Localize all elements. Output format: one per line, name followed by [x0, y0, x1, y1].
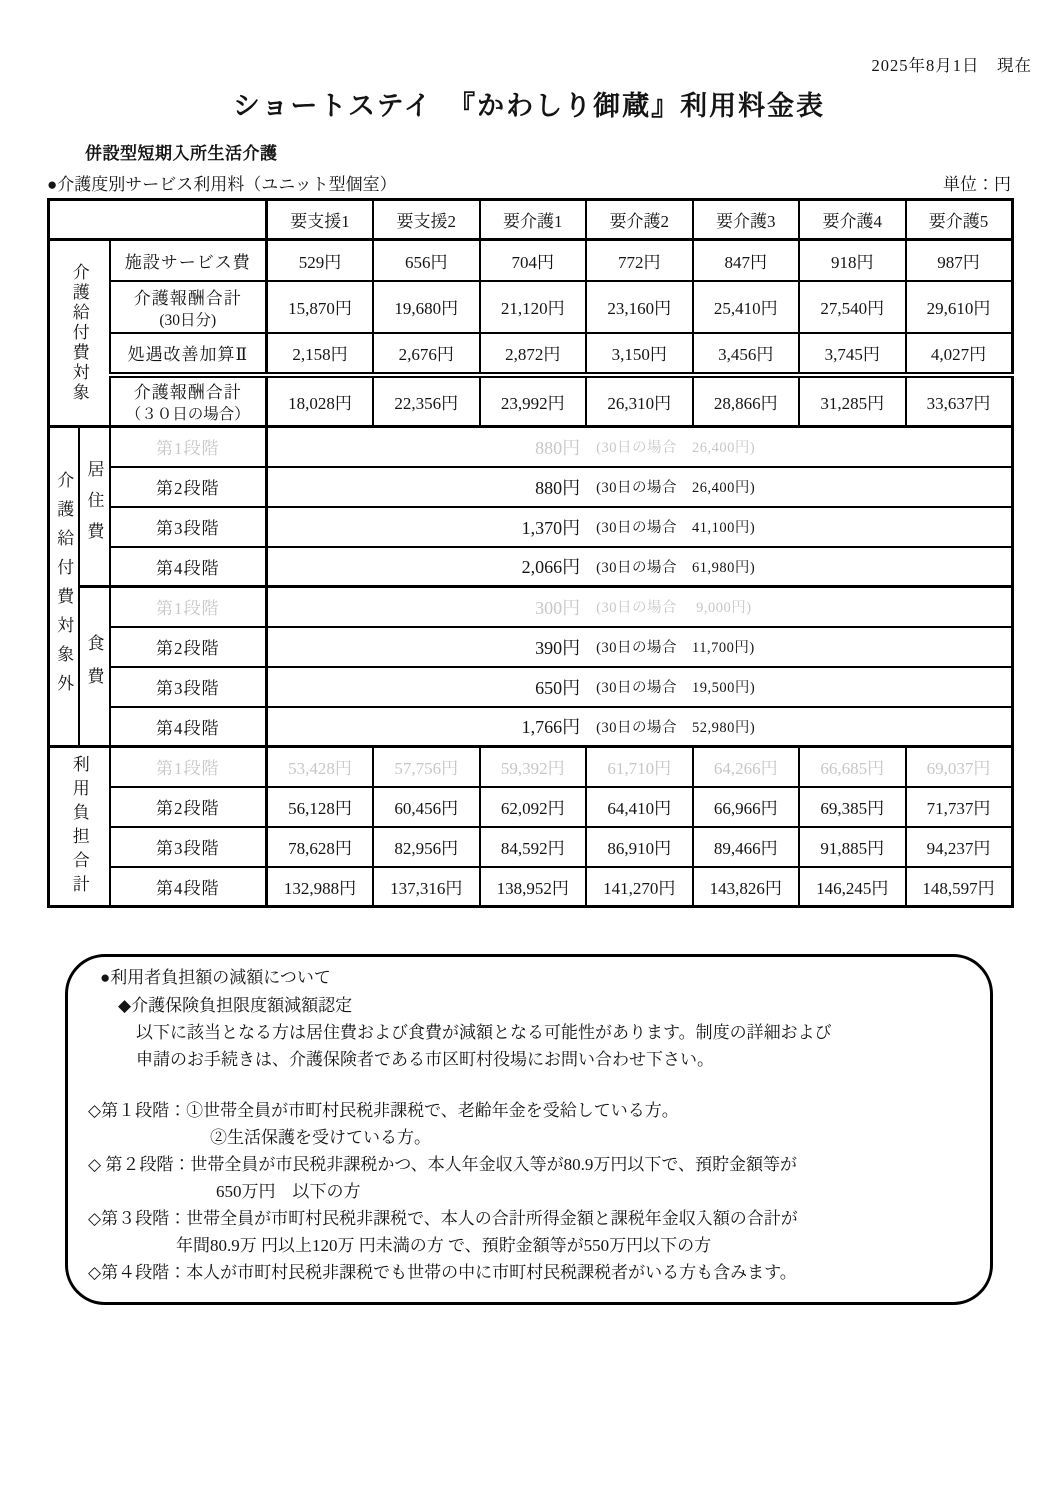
table-cell: 66,685円: [799, 747, 906, 787]
table-cell: 656円: [373, 240, 480, 281]
merged-value-cell: 2,066円 (30日の場合 61,980円): [267, 547, 1013, 587]
group-label-housing: 居住費: [79, 427, 110, 587]
table-row: [49, 707, 1013, 747]
table-cell: 64,410円: [586, 787, 693, 827]
table-cell: 69,037円: [906, 747, 1013, 787]
merged-value-cell: 390円 (30日の場合 11,700円): [267, 627, 1013, 667]
note-subheading: ◆介護保険負担限度額減額認定: [118, 995, 353, 1015]
col-header: 要介護1: [480, 200, 587, 240]
table-row: [49, 467, 1013, 507]
table-row: [49, 627, 1013, 667]
table-cell: 15,870円: [267, 281, 374, 333]
note-intro-line: 申請のお手続きは、介護保険者である市区町村役場にお問い合わせ下さい。: [136, 1049, 714, 1069]
note-item-line: 年間80.9万 円以上120万 円未満の方 で、預貯金額等が550万円以下の方: [176, 1235, 712, 1255]
row-label: 第1段階: [110, 587, 267, 627]
note-item-line: ◇ 第２段階：世帯全員が市民税非課税かつ、本人年金収入等が80.9万円以下で、預貯金額等が: [88, 1155, 798, 1175]
merged-value-cell: 300円 (30日の場合 9,000円): [267, 587, 1013, 627]
page-title: ショートステイ 『かわしり御蔵』利用料金表: [232, 91, 826, 121]
table-cell: 33,637円: [906, 375, 1013, 427]
note-intro-line: 以下に該当となる方は居住費および食費が減額となる可能性があります。制度の詳細および: [136, 1022, 832, 1042]
col-header: 要介護3: [693, 200, 800, 240]
group-label-covered: 介護給付費対象: [49, 240, 110, 427]
row-label: 第3段階: [110, 667, 267, 707]
table-cell: 21,120円: [480, 281, 587, 333]
table-cell: 18,028円: [267, 375, 374, 427]
table-cell: 19,680円: [373, 281, 480, 333]
table-cell: 529円: [267, 240, 374, 281]
table-cell: 78,628円: [267, 827, 374, 867]
table-cell: 31,285円: [799, 375, 906, 427]
table-row: [49, 375, 1013, 427]
table-caption: ●介護度別サービス利用料（ユニット型個室）: [47, 175, 397, 194]
table-cell: 23,992円: [480, 375, 587, 427]
row-label: 介護報酬合計 (30日分): [110, 281, 267, 333]
note-heading: ●利用者負担額の減額について: [100, 968, 331, 987]
col-header: 要支援1: [267, 200, 374, 240]
row-label: 施設サービス費: [110, 240, 267, 281]
corner-cell: [49, 200, 267, 240]
table-cell: 61,710円: [586, 747, 693, 787]
table-header-row: [49, 200, 1013, 240]
table-cell: 57,756円: [373, 747, 480, 787]
table-cell: 22,356円: [373, 375, 480, 427]
table-cell: 25,410円: [693, 281, 800, 333]
table-cell: 146,245円: [799, 867, 906, 907]
table-cell: 3,456円: [693, 333, 800, 375]
table-cell: 704円: [480, 240, 587, 281]
table-row: [49, 867, 1013, 907]
table-cell: 141,270円: [586, 867, 693, 907]
page-subtitle: 併設型短期入所生活介護: [85, 144, 278, 163]
table-row: [49, 587, 1013, 627]
row-label: 第4段階: [110, 707, 267, 747]
table-cell: 4,027円: [906, 333, 1013, 375]
table-cell: 137,316円: [373, 867, 480, 907]
row-label: 第2段階: [110, 627, 267, 667]
table-cell: 3,745円: [799, 333, 906, 375]
table-row: [49, 427, 1013, 467]
table-cell: 53,428円: [267, 747, 374, 787]
table-cell: 91,885円: [799, 827, 906, 867]
date-note: 2025年8月1日 現在: [871, 56, 1032, 75]
note-item-line: ②生活保護を受けている方。: [210, 1128, 431, 1148]
table-cell: 84,592円: [480, 827, 587, 867]
table-cell: 2,872円: [480, 333, 587, 375]
table-cell: 2,676円: [373, 333, 480, 375]
table-cell: 27,540円: [799, 281, 906, 333]
row-label: 第1段階: [110, 427, 267, 467]
table-cell: 56,128円: [267, 787, 374, 827]
table-cell: 94,237円: [906, 827, 1013, 867]
row-label: 第3段階: [110, 827, 267, 867]
table-cell: 132,988円: [267, 867, 374, 907]
table-cell: 23,160円: [586, 281, 693, 333]
table-cell: 29,610円: [906, 281, 1013, 333]
table-cell: 69,385円: [799, 787, 906, 827]
row-label: 第2段階: [110, 787, 267, 827]
note-items: [80, 1098, 966, 1286]
col-header: 要介護4: [799, 200, 906, 240]
table-cell: 847円: [693, 240, 800, 281]
table-cell: 987円: [906, 240, 1013, 281]
col-header: 要介護5: [906, 200, 1013, 240]
row-label: 第1段階: [110, 747, 267, 787]
note-item-line: ◇第１段階：①世帯全員が市町村民税非課税で、老齢年金を受給している方。: [88, 1101, 679, 1121]
note-item-line: ◇第３段階：世帯全員が市町村民税非課税で、本人の合計所得金額と課税年金収入額の合計が: [88, 1208, 798, 1228]
col-header: 要支援2: [373, 200, 480, 240]
table-cell: 66,966円: [693, 787, 800, 827]
group-label-not-covered: 介護給付費対象外: [49, 427, 79, 747]
table-cell: 62,092円: [480, 787, 587, 827]
table-cell: 918円: [799, 240, 906, 281]
table-cell: 28,866円: [693, 375, 800, 427]
table-cell: 138,952円: [480, 867, 587, 907]
row-label: 第4段階: [110, 867, 267, 907]
table-row: [49, 667, 1013, 707]
col-header: 要介護2: [586, 200, 693, 240]
table-cell: 772円: [586, 240, 693, 281]
row-label: 介護報酬合計 （３０日の場合）: [110, 375, 267, 427]
table-row: [49, 547, 1013, 587]
row-label: 第2段階: [110, 467, 267, 507]
merged-value-cell: 880円 (30日の場合 26,400円): [267, 427, 1013, 467]
row-label: 第4段階: [110, 547, 267, 587]
table-cell: 59,392円: [480, 747, 587, 787]
table-row: [49, 281, 1013, 333]
table-cell: 2,158円: [267, 333, 374, 375]
table-row: [49, 333, 1013, 375]
note-item-line: ◇第４段階：本人が市町村民税非課税でも世帯の中に市町村民税課税者がいる方も含みます。: [88, 1262, 797, 1282]
table-row: [49, 507, 1013, 547]
table-row: [49, 787, 1013, 827]
group-label-meals: 食費: [79, 587, 110, 747]
table-cell: 82,956円: [373, 827, 480, 867]
merged-value-cell: 650円 (30日の場合 19,500円): [267, 667, 1013, 707]
note-item-line: 650万円 以下の方: [216, 1182, 361, 1202]
reduction-note-box: [65, 954, 993, 1305]
table-row: [49, 827, 1013, 867]
unit-note: 単位：円: [943, 175, 1011, 194]
table-row: [49, 747, 1013, 787]
merged-value-cell: 1,766円 (30日の場合 52,980円): [267, 707, 1013, 747]
table-cell: 71,737円: [906, 787, 1013, 827]
row-label: 処遇改善加算Ⅱ: [110, 333, 267, 375]
table-cell: 60,456円: [373, 787, 480, 827]
table-row: [49, 240, 1013, 281]
merged-value-cell: 1,370円 (30日の場合 41,100円): [267, 507, 1013, 547]
price-table: [47, 198, 1014, 908]
table-cell: 86,910円: [586, 827, 693, 867]
table-cell: 148,597円: [906, 867, 1013, 907]
row-label: 第3段階: [110, 507, 267, 547]
merged-value-cell: 880円 (30日の場合 26,400円): [267, 467, 1013, 507]
table-cell: 3,150円: [586, 333, 693, 375]
table-cell: 89,466円: [693, 827, 800, 867]
table-cell: 26,310円: [586, 375, 693, 427]
group-label-total: 利用負担合計: [49, 747, 110, 907]
table-cell: 143,826円: [693, 867, 800, 907]
table-cell: 64,266円: [693, 747, 800, 787]
table-caption-row: [47, 170, 1011, 195]
